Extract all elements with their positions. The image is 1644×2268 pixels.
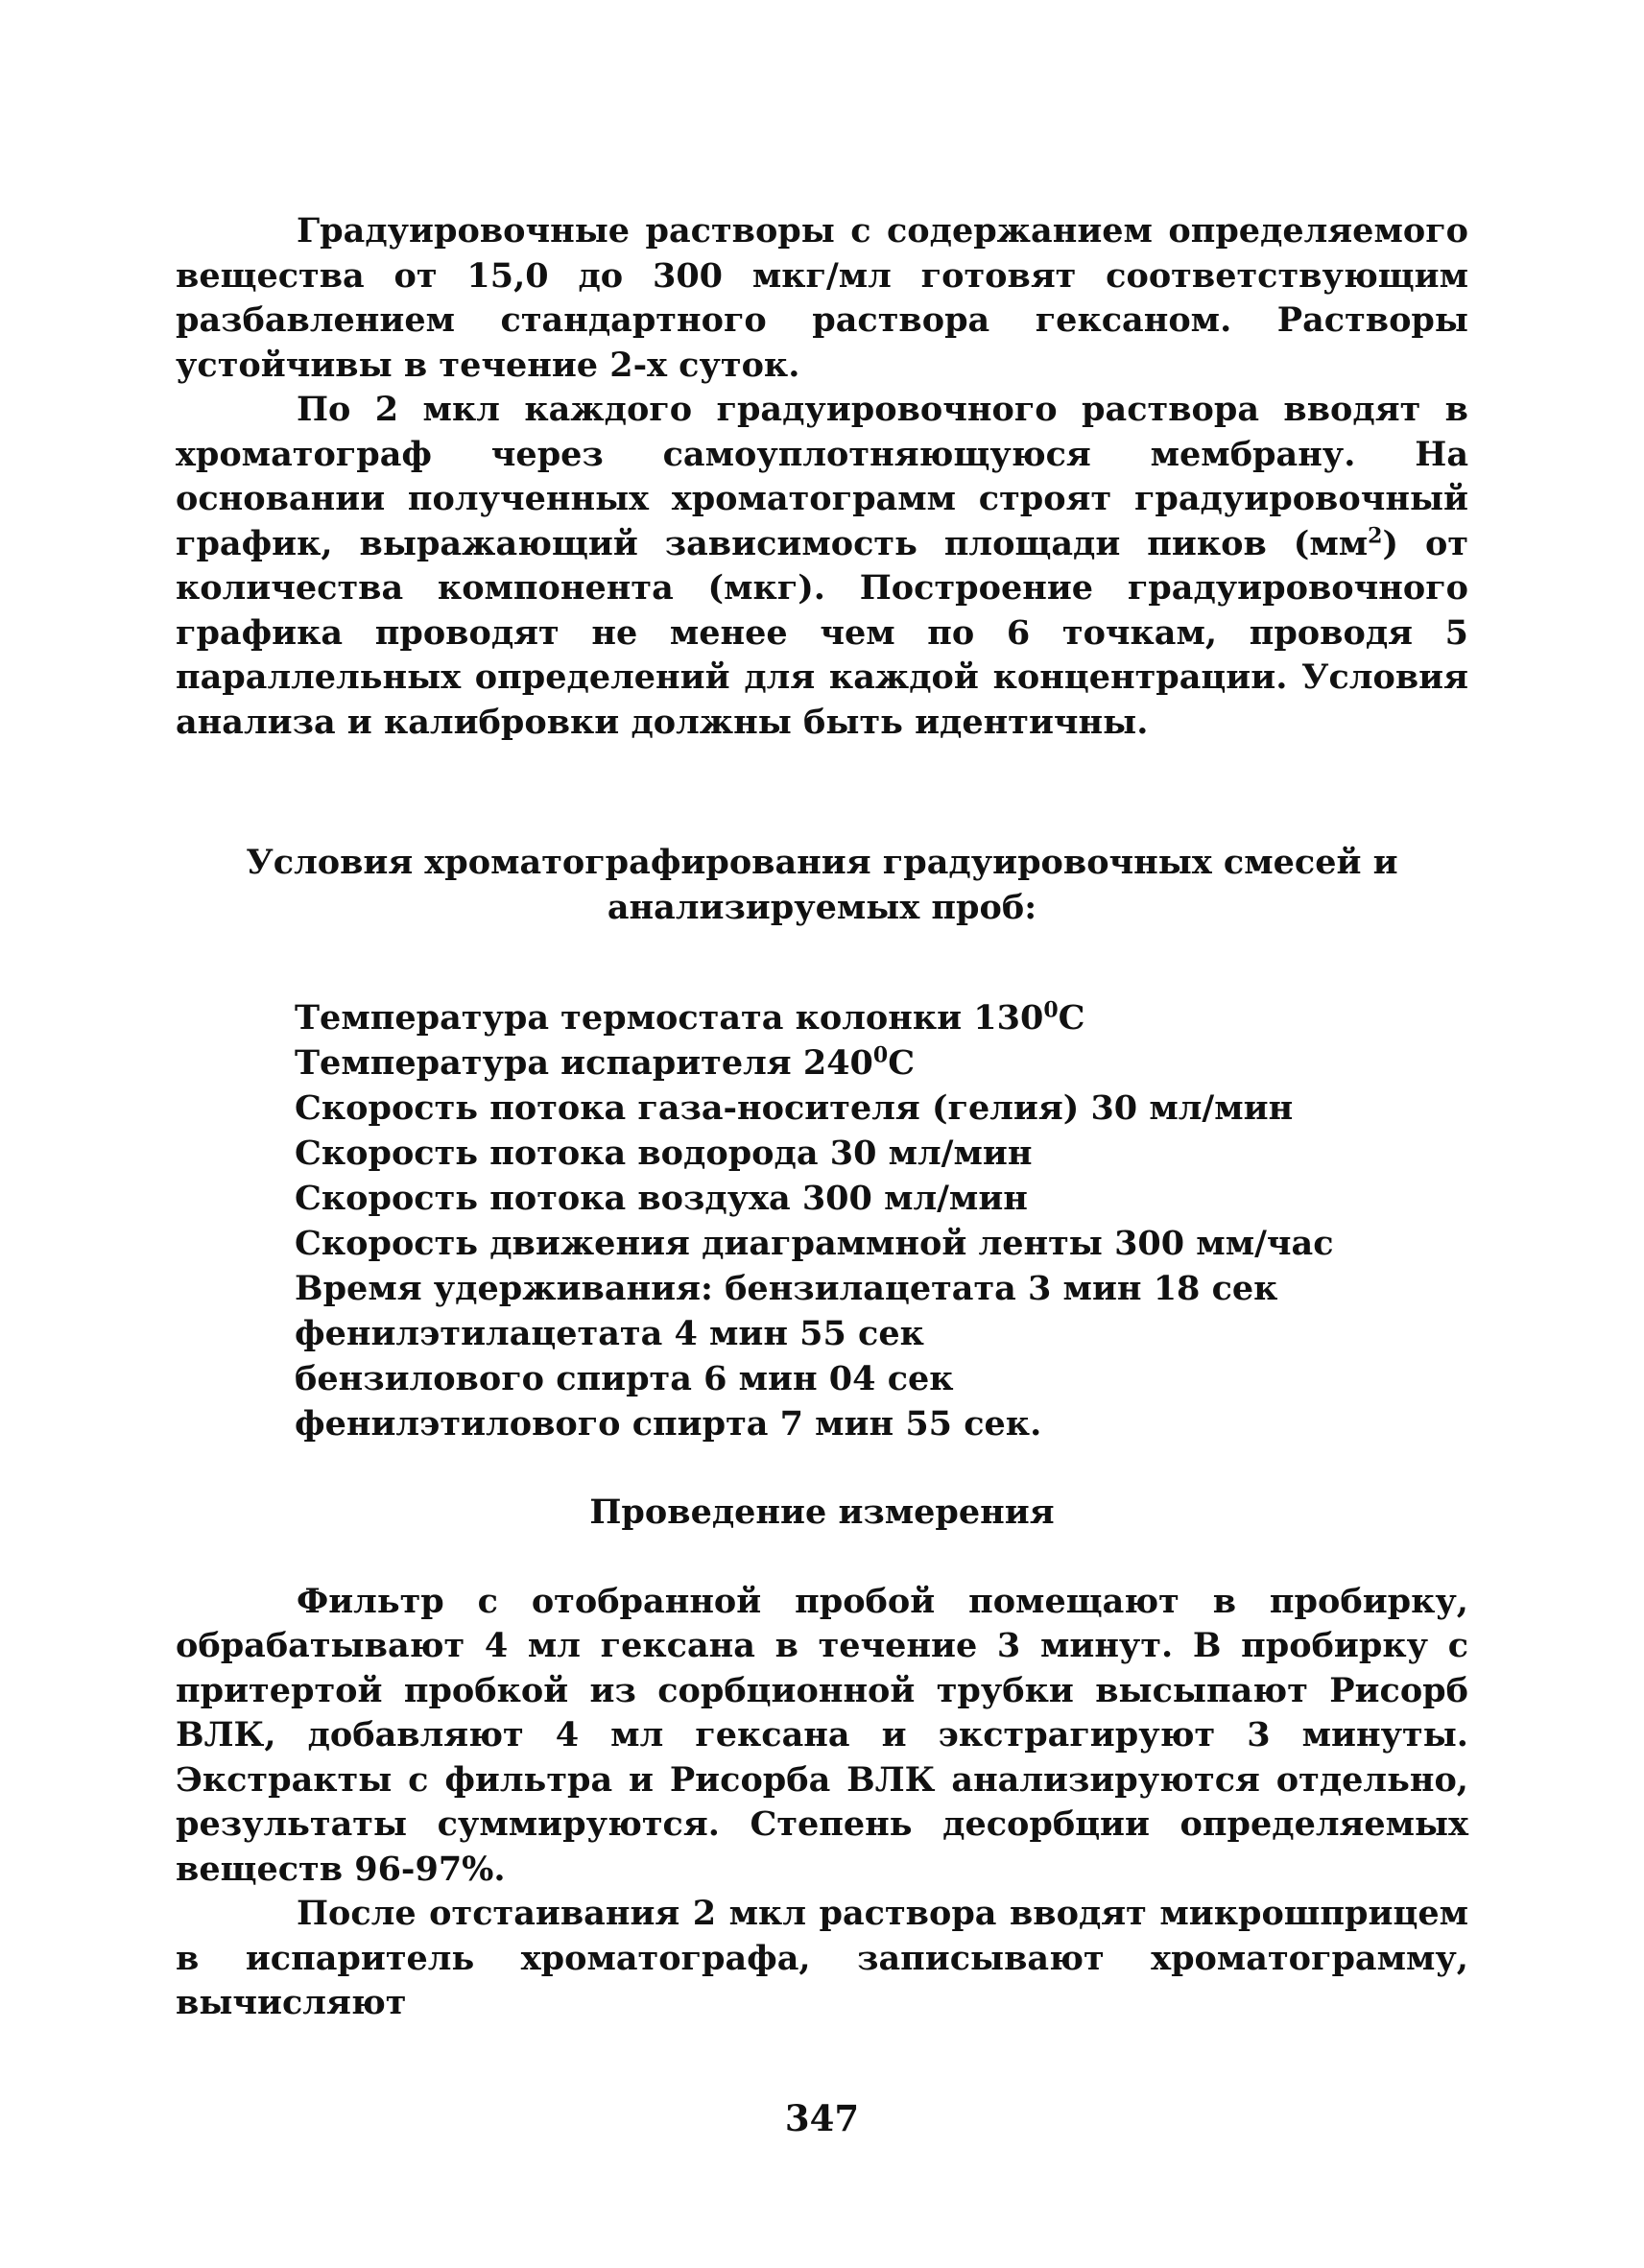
measurement-paragraph-1: Фильтр с отобранной пробой помещают в пробирку, обрабатывают 4 мл гексана в течение 3 минут. В пробирку с притертой пробкой из сорбционной трубки высыпают Рисорб ВЛК, добавляют 4 мл гексана и экстрагируют 3 минуты. Экстракты с фильтра и Рисорба ВЛК анализируются отдельно, результаты суммируются. Степень десорбции определяемых веществ 96-97%.	[176, 1581, 1468, 1889]
condition-item: фенилэтилацетата 4 мин 55 сек	[295, 1314, 924, 1353]
spacer	[176, 930, 1468, 995]
page-number: 347	[784, 2097, 860, 2139]
conditions-title-line1: Условия хроматографирования градуировочных смесей и	[246, 843, 1398, 882]
measurement-title: Проведение измерения	[589, 1492, 1055, 1532]
conditions-list	[176, 995, 1468, 1446]
condition-item: Скорость потока газа-носителя (гелия) 30 мл/мин	[295, 1088, 1294, 1128]
intro-paragraph-2	[176, 388, 1468, 745]
condition-item: бензилового спирта 6 мин 04 сек	[295, 1359, 954, 1398]
spacer	[176, 1446, 1468, 1491]
condition-item: Скорость движения диаграммной ленты 300 мм/час	[295, 1224, 1334, 1263]
intro-paragraph-2-part-b: ) от количества компонента (мкг). Построение градуировочного графика проводят не менее чем по 6 точкам, проводя 5 параллельных определений для каждой концентрации. Условия анализа и калибровки должны быть идентичны.	[176, 523, 1469, 742]
spacer	[176, 1536, 1468, 1580]
condition-item: фенилэтилового спирта 7 мин 55 сек.	[295, 1404, 1042, 1444]
condition-item: Время удерживания: бензилацетата 3 мин 18 сек	[295, 1269, 1278, 1308]
conditions-title-line2: анализируемых проб:	[607, 887, 1037, 927]
page-content	[176, 209, 1468, 2026]
condition-item: Температура испарителя $240^0С$	[295, 1042, 916, 1083]
condition-item: Скорость потока водорода 30 мл/мин	[295, 1134, 1033, 1173]
condition-item: Скорость потока воздуха 300 мл/мин	[295, 1179, 1028, 1218]
conditions-title	[176, 841, 1468, 930]
superscript-squared: 2	[1368, 522, 1383, 548]
condition-item: Температура термостата колонки $130^0С$	[295, 997, 1085, 1038]
intro-paragraph-1: Градуировочные растворы с содержанием определяемого вещества от 15,0 до 300 мкг/мл готовят соответствующим разбавлением стандартного раствора гексаном. Растворы устойчивы в течение 2-х суток.	[176, 211, 1468, 385]
intro-paragraph-2-part-a: По 2 мкл каждого градуировочного раствора вводят в хроматограф через самоуплотняющуюся мембрану. На основании полученных хроматограмм строят градуировочный график, выражающий зависимость площади пиков (мм	[176, 390, 1468, 563]
spacer	[176, 745, 1468, 841]
measurement-paragraph-2: После отстаивания 2 мкл раствора вводят микрошприцем в испаритель хроматографа, записывают хроматограмму, вычисляют	[176, 1894, 1468, 2022]
